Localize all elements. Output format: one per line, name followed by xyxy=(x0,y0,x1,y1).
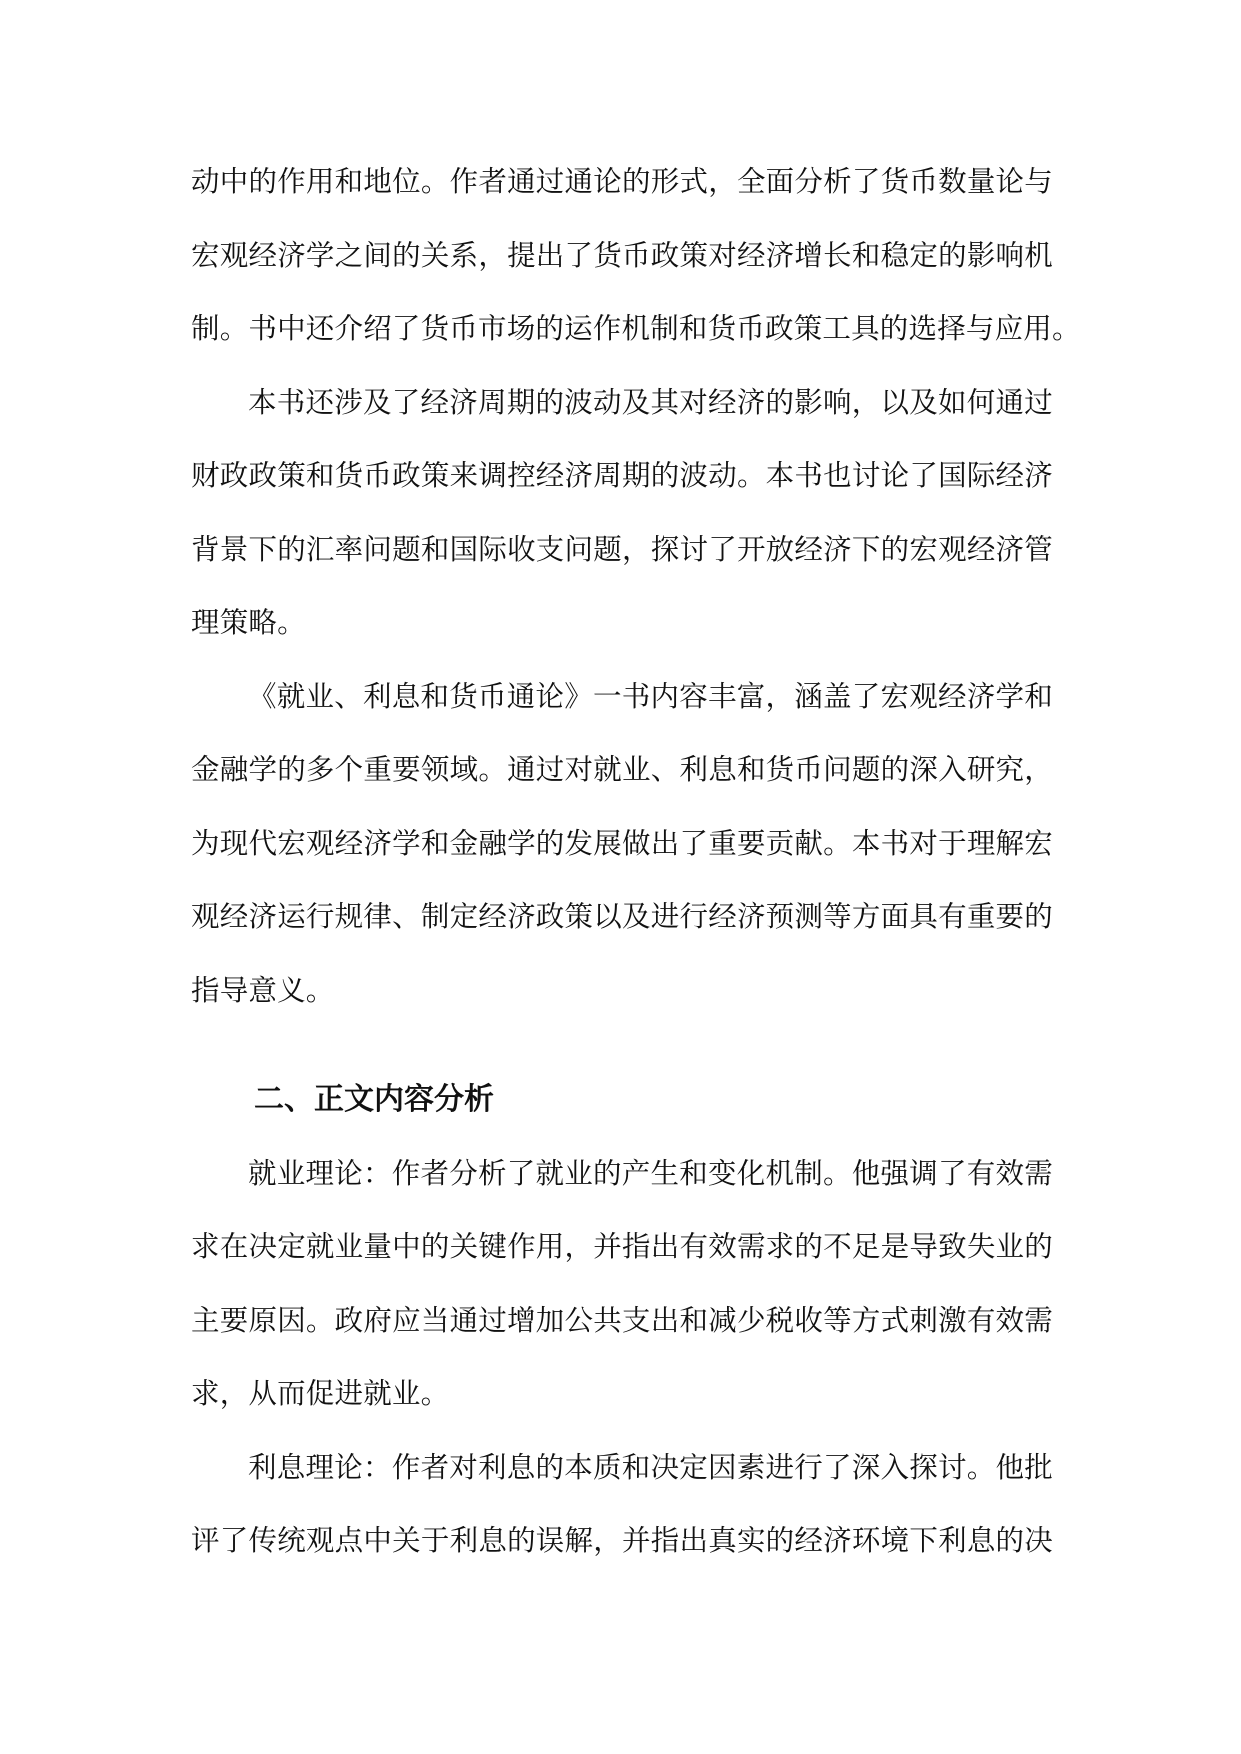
text-line: 求在决定就业量中的关键作用，并指出有效需求的不足是导致失业的 xyxy=(191,1230,1053,1263)
text-line: 评了传统观点中关于利息的误解，并指出真实的经济环境下利息的决 xyxy=(191,1524,1053,1557)
text-line: 《就业、利息和货币通论》一书内容丰富，涵盖了宏观经济学和 xyxy=(248,679,1053,713)
text-line: 利息理论：作者对利息的本质和决定因素进行了深入探讨。他批 xyxy=(248,1450,1053,1484)
text-line: 本书还涉及了经济周期的波动及其对经济的影响，以及如何通过 xyxy=(248,385,1053,419)
paragraph-monetary-theory xyxy=(191,145,1081,366)
text-line: 主要原因。政府应当通过增加公共支出和减少税收等方式刺激有效需 xyxy=(191,1303,1053,1337)
text-line: 财政政策和货币政策来调控经济周期的波动。本书也讨论了国际经济 xyxy=(191,459,1053,492)
section-heading: 二、正文内容分析 xyxy=(254,1082,494,1117)
paragraph-economic-cycle xyxy=(191,366,1053,660)
text-line: 金融学的多个重要领域。通过对就业、利息和货币问题的深入研究， xyxy=(191,753,1053,786)
paragraph-employment-theory xyxy=(191,1137,1053,1431)
text-line: 宏观经济学之间的关系，提出了货币政策对经济增长和稳定的影响机 xyxy=(191,238,1053,272)
text-line: 求，从而促进就业。 xyxy=(191,1377,450,1410)
paragraph-interest-theory xyxy=(191,1431,1053,1578)
text-line: 理策略。 xyxy=(191,606,306,639)
text-line: 观经济运行规律、制定经济政策以及进行经济预测等方面具有重要的 xyxy=(191,900,1053,933)
document-body xyxy=(191,145,1081,1578)
text-line: 为现代宏观经济学和金融学的发展做出了重要贡献。本书对于理解宏 xyxy=(191,826,1053,860)
text-line: 动中的作用和地位。作者通过通论的形式，全面分析了货币数量论与 xyxy=(191,165,1053,198)
paragraph-book-summary xyxy=(191,660,1053,1028)
text-line: 就业理论：作者分析了就业的产生和变化机制。他强调了有效需 xyxy=(248,1156,1053,1190)
text-line: 背景下的汇率问题和国际收支问题，探讨了开放经济下的宏观经济管 xyxy=(191,532,1053,566)
text-line: 指导意义。 xyxy=(191,973,335,1007)
text-line: 制。书中还介绍了货币市场的运作机制和货币政策工具的选择与应用。 xyxy=(191,312,1081,345)
